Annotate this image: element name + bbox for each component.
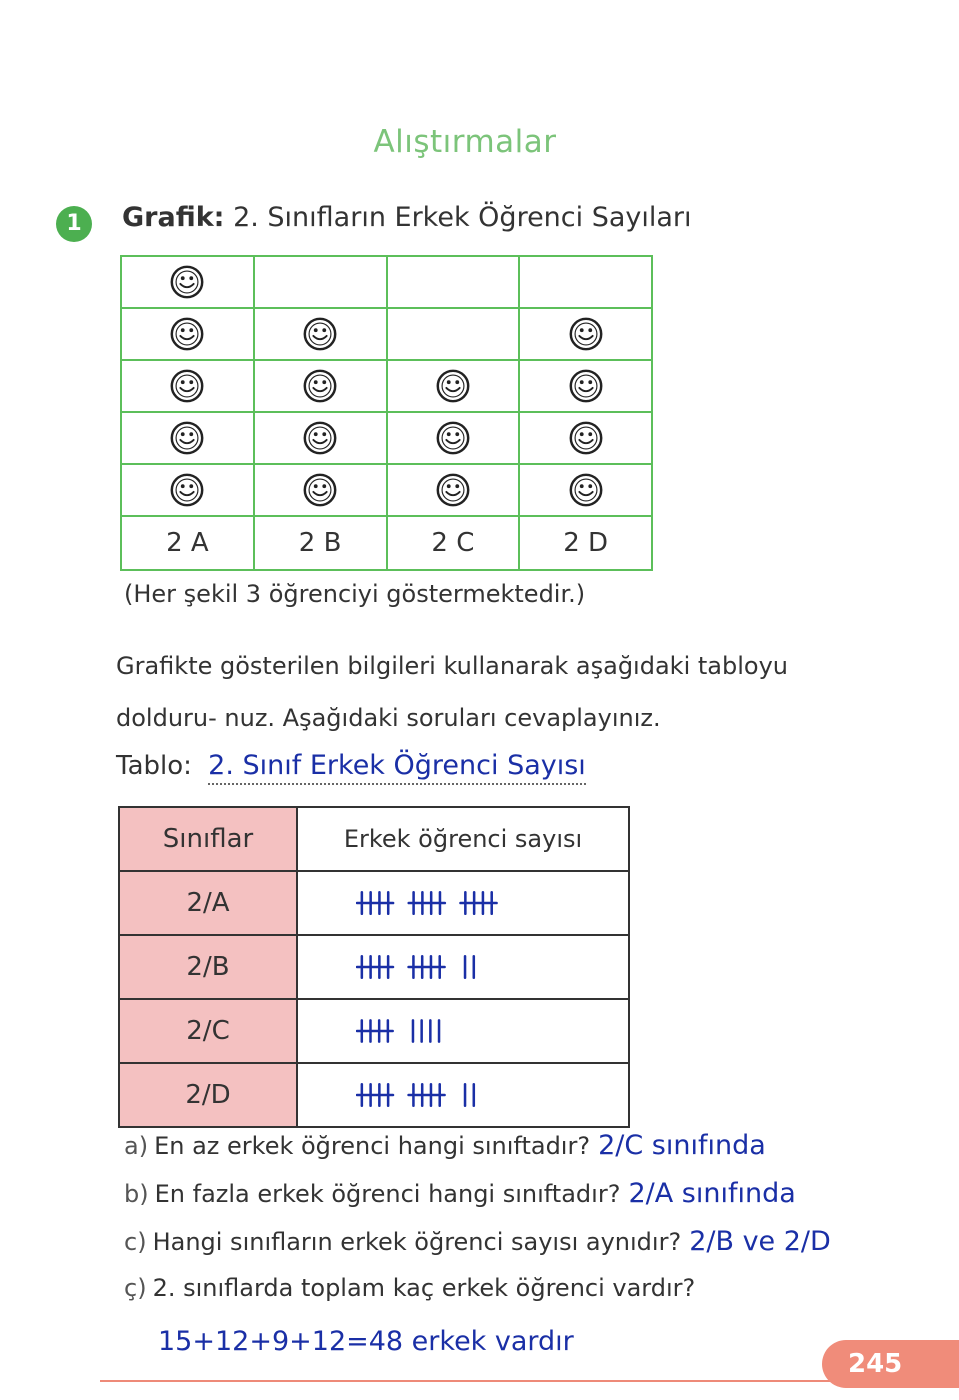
pictograph-cell: [254, 256, 387, 308]
question-letter: b): [124, 1180, 149, 1208]
pictograph-cell: [519, 412, 652, 464]
smiley-face-icon: [567, 367, 605, 405]
tally-cell: [297, 935, 629, 999]
tally-row: [119, 935, 629, 999]
pictograph-cell: [387, 256, 520, 308]
tally-cell: [297, 1063, 629, 1127]
smiley-face-icon: [301, 419, 339, 457]
tally-marks: [356, 1082, 503, 1108]
smiley-face-icon: [567, 315, 605, 353]
pictograph-class-label: 2 A: [121, 516, 254, 570]
tally-row: [119, 871, 629, 935]
question-answer: 2/B ve 2/D: [689, 1226, 831, 1257]
pictograph-cell: [519, 256, 652, 308]
smiley-face-icon: [168, 471, 206, 509]
smiley-face-icon: [168, 263, 206, 301]
class-name-cell: 2/A: [119, 871, 297, 935]
class-name-cell: 2/D: [119, 1063, 297, 1127]
question-letter: c): [124, 1228, 147, 1256]
pictograph-cell: [254, 464, 387, 516]
question-letter: a): [124, 1132, 149, 1160]
pictograph-label-row: [121, 516, 652, 570]
tally-cell: [297, 871, 629, 935]
pictograph-cell: [387, 464, 520, 516]
question-c: [124, 1226, 924, 1274]
pictograph-cell: [387, 412, 520, 464]
smiley-face-icon: [434, 367, 472, 405]
pictograph-cell: [121, 464, 254, 516]
question-answer: 2/A sınıfında: [628, 1178, 796, 1209]
pictograph-cell: [387, 360, 520, 412]
header-classes: Sınıflar: [119, 807, 297, 871]
class-name-cell: 2/C: [119, 999, 297, 1063]
pictograph-cell: [519, 360, 652, 412]
table-label: Tablo:: [116, 751, 192, 781]
pictograph-cell: [519, 464, 652, 516]
pictograph-row: [121, 308, 652, 360]
footer-rule: [100, 1380, 840, 1382]
pictograph-cell: [254, 308, 387, 360]
tally-marks: [356, 1018, 468, 1044]
pictograph-row: [121, 256, 652, 308]
question-text: Hangi sınıfların erkek öğrenci sayısı aynıdır?: [152, 1228, 682, 1256]
page-title: Alıştırmalar: [373, 124, 557, 160]
pictograph-row: [121, 464, 652, 516]
table-title-answer: 2. Sınıf Erkek Öğrenci Sayısı: [208, 750, 586, 785]
pictograph-class-label: 2 D: [519, 516, 652, 570]
graph-title: 2. Sınıfların Erkek Öğrenci Sayıları: [233, 202, 692, 233]
smiley-face-icon: [301, 471, 339, 509]
tally-marks: [356, 954, 503, 980]
tally-row: [119, 999, 629, 1063]
pictograph: [120, 255, 653, 571]
pictograph-cell: [254, 412, 387, 464]
smiley-face-icon: [168, 367, 206, 405]
question-text: En az erkek öğrenci hangi sınıftadır?: [154, 1132, 591, 1160]
tally-marks: [356, 890, 521, 916]
smiley-face-icon: [567, 419, 605, 457]
pictograph-row: [121, 412, 652, 464]
tally-table-header-row: [119, 807, 629, 871]
questions-list: [124, 1130, 924, 1322]
total-answer: 15+12+9+12=48 erkek vardır: [158, 1326, 574, 1357]
question-text: 2. sınıflarda toplam kaç erkek öğrenci vardır?: [152, 1274, 696, 1302]
question-a: [124, 1130, 924, 1178]
tally-table: [118, 806, 630, 1128]
smiley-face-icon: [301, 367, 339, 405]
question-text: En fazla erkek öğrenci hangi sınıftadır?: [154, 1180, 621, 1208]
smiley-face-icon: [434, 471, 472, 509]
pictograph-row: [121, 360, 652, 412]
smiley-face-icon: [168, 315, 206, 353]
question-c-cedilla: [124, 1274, 924, 1322]
pictograph-class-label: 2 B: [254, 516, 387, 570]
instruction-text: Grafikte gösterilen bilgileri kullanarak aşağıdaki tabloyu dolduru- nuz. Aşağıdaki soruları cevaplayınız.: [116, 652, 788, 732]
pictograph-cell: [387, 308, 520, 360]
graph-label: Grafik:: [122, 202, 225, 233]
question-answer: 2/C sınıfında: [598, 1130, 766, 1161]
page-number: 245: [822, 1340, 959, 1388]
tally-cell: [297, 999, 629, 1063]
pictograph-cell: [121, 308, 254, 360]
class-name-cell: 2/B: [119, 935, 297, 999]
graph-heading: [122, 202, 692, 233]
pictograph-cell: [121, 412, 254, 464]
header-count: Erkek öğrenci sayısı: [297, 807, 629, 871]
table-caption: [116, 750, 586, 781]
pictograph-cell: [121, 256, 254, 308]
pictograph-cell: [519, 308, 652, 360]
symbol-key-note: (Her şekil 3 öğrenciyi göstermektedir.): [124, 580, 586, 608]
question-letter: ç): [124, 1274, 147, 1302]
exercise-number-badge: 1: [56, 206, 92, 242]
smiley-face-icon: [434, 419, 472, 457]
smiley-face-icon: [567, 471, 605, 509]
smiley-face-icon: [301, 315, 339, 353]
question-b: [124, 1178, 924, 1226]
smiley-face-icon: [168, 419, 206, 457]
pictograph-cell: [254, 360, 387, 412]
pictograph-cell: [121, 360, 254, 412]
pictograph-class-label: 2 C: [387, 516, 520, 570]
tally-row: [119, 1063, 629, 1127]
